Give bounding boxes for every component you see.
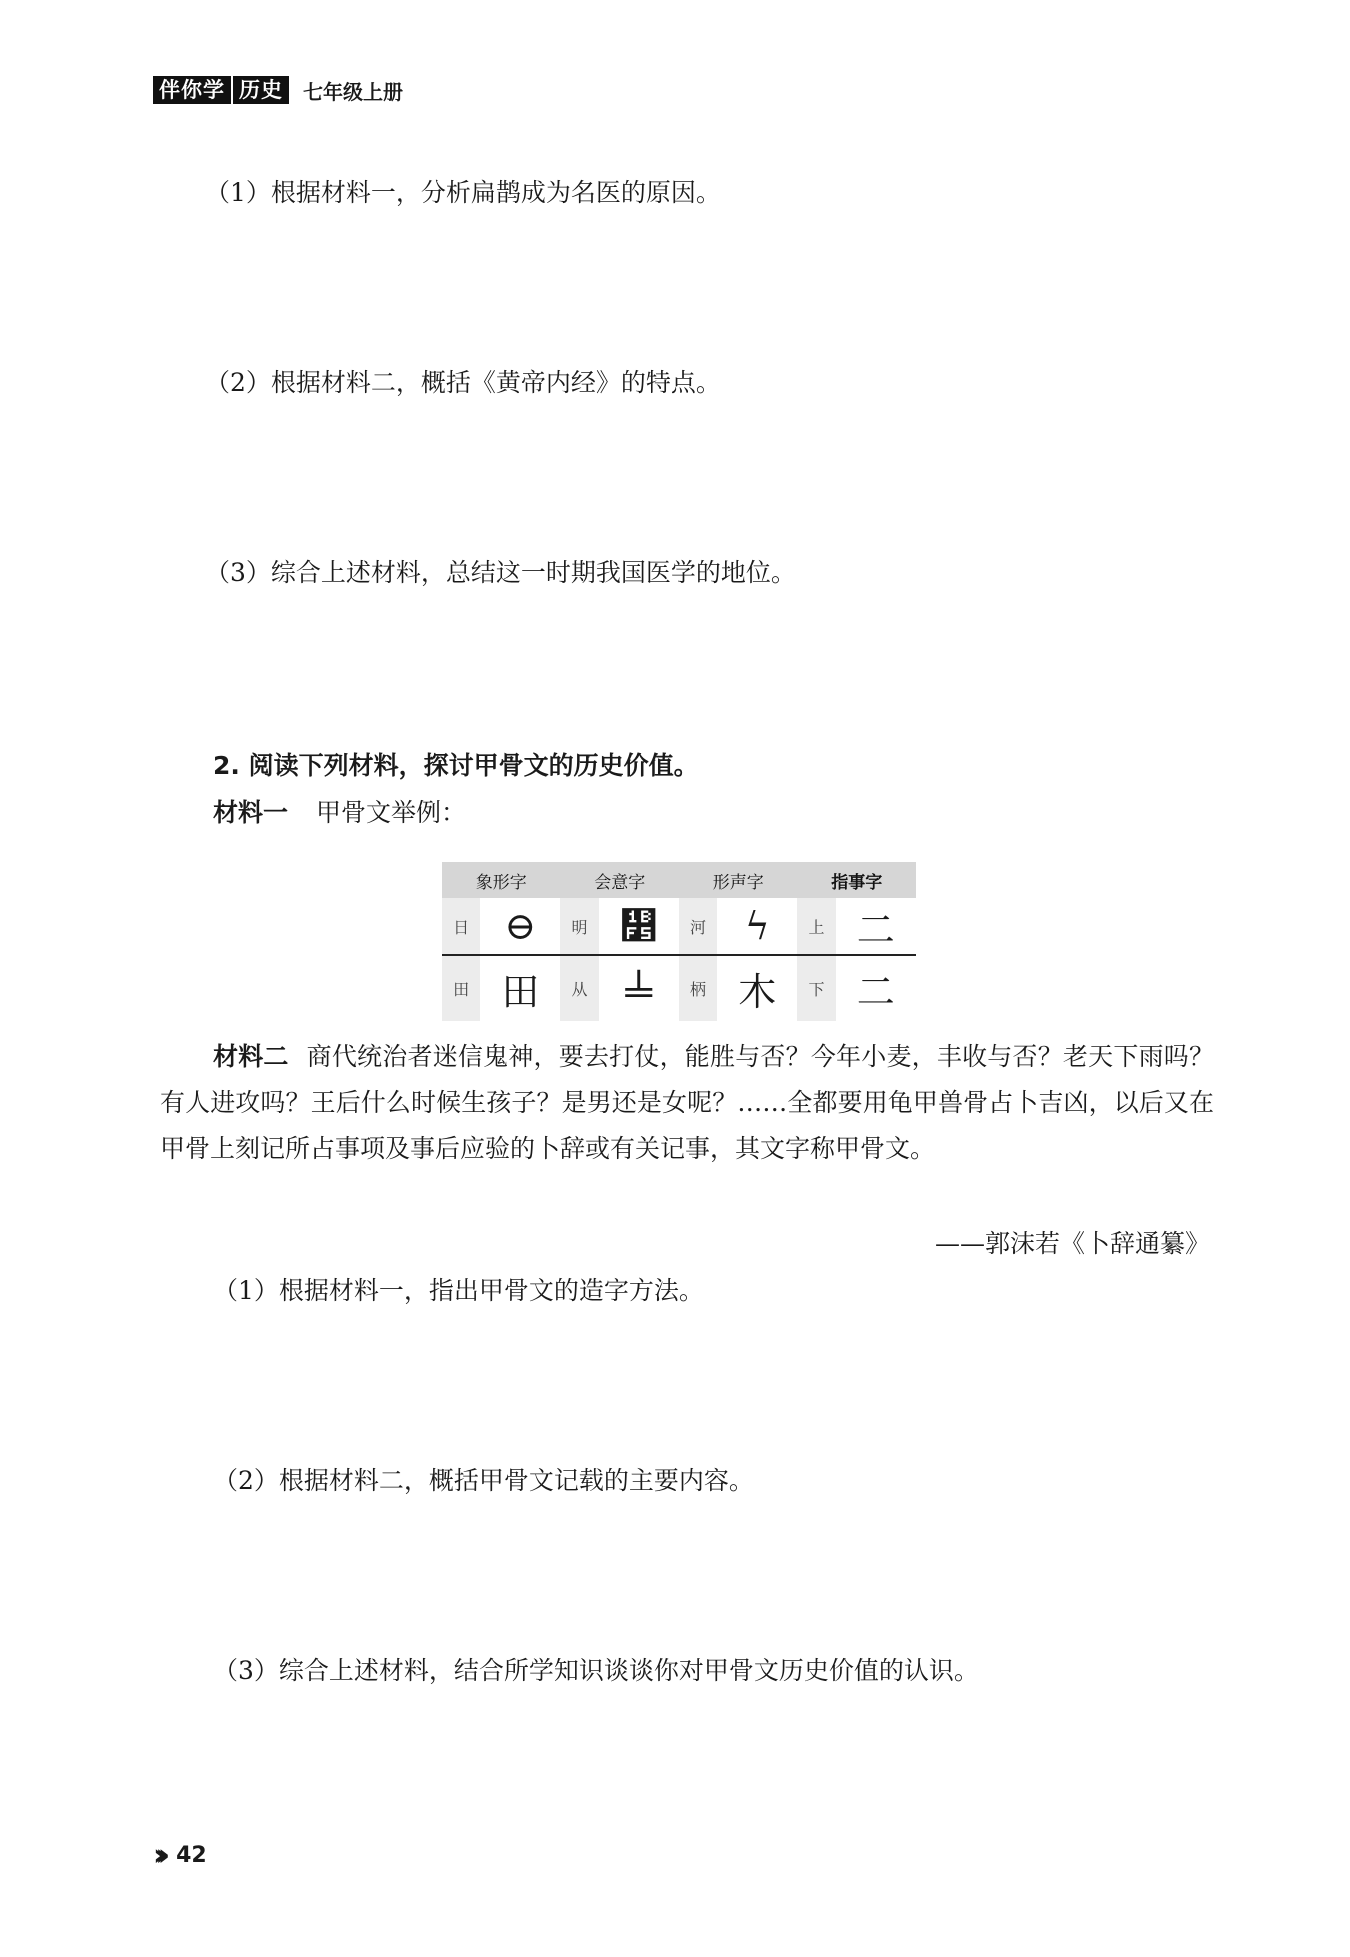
material2 — [160, 1034, 1214, 1172]
material2-source: ——郭沫若《卜辞通纂》 — [934, 1229, 1210, 1258]
material1 — [213, 798, 466, 828]
q1-sub3: （3）综合上述材料，总结这一时期我国医学的地位。 — [205, 558, 796, 587]
material2-text: 商代统治者迷信鬼神，要去打仗，能胜与否？今年小麦，丰收与否？老天下雨吗？有人进攻吗？王后什么时候生孩子？是男还是女呢？……全都要用龟甲兽骨占卜吉凶，以后又在甲骨上刻记所占事项及事后应验的卜辞或有关记事，其文字称甲骨文。 — [160, 1042, 1214, 1163]
grade-label: 七年级上册 — [303, 79, 403, 104]
page-header — [153, 76, 403, 104]
material1-text: 甲骨文举例： — [316, 798, 467, 827]
header-pictograph: 象形字 — [442, 862, 560, 898]
q2-title: 2. 阅读下列材料，探讨甲骨文的历史价值。 — [213, 751, 699, 780]
page-number: 42 — [176, 1843, 207, 1868]
q1-sub2: （2）根据材料二，概括《黄帝内经》的特点。 — [205, 368, 721, 397]
material2-label: 材料二 — [213, 1042, 289, 1071]
header-phonosemantic: 形声字 — [679, 862, 797, 898]
glyph-bright-icon: ᯵ — [599, 898, 679, 955]
chevrons-icon: ››› — [153, 1838, 161, 1873]
oracle-bone-table — [442, 862, 916, 1021]
glyph-follow-icon: 𝍦 — [599, 955, 679, 1021]
q2-sub1: （1）根据材料一，指出甲骨文的造字方法。 — [213, 1276, 704, 1305]
q2-sub3: （3）综合上述材料，结合所学知识谈谈你对甲骨文历史价值的认识。 — [213, 1656, 979, 1685]
q1-sub1: （1）根据材料一，分析扁鹊成为名医的原因。 — [205, 178, 721, 207]
char-cell: 明 — [560, 898, 598, 955]
glyph-down-icon: ⼆ — [836, 955, 916, 1021]
book-tag: 伴你学 — [153, 76, 231, 104]
glyph-up-icon: ⼆ — [836, 898, 916, 955]
subject-tag: 历史 — [233, 76, 289, 104]
header-indicative: 指事字 — [797, 862, 916, 898]
glyph-field-icon: 田 — [480, 955, 560, 1021]
glyph-river-icon: ϟ — [717, 898, 797, 955]
char-cell: 日 — [442, 898, 480, 955]
char-cell: 田 — [442, 955, 480, 1021]
header-ideograph: 会意字 — [560, 862, 678, 898]
q2-sub2: （2）根据材料二，概括甲骨文记载的主要内容。 — [213, 1466, 754, 1495]
char-cell: 从 — [560, 955, 598, 1021]
material1-label: 材料一 — [213, 798, 289, 827]
glyph-sun-icon: ⊖ — [480, 898, 560, 955]
char-cell: 下 — [797, 955, 835, 1021]
char-cell: 柄 — [679, 955, 717, 1021]
table-row — [442, 898, 916, 955]
char-cell: 上 — [797, 898, 835, 955]
char-cell: 河 — [679, 898, 717, 955]
table-row — [442, 955, 916, 1021]
glyph-handle-icon: ⽊ — [717, 955, 797, 1021]
page-footer — [153, 1838, 207, 1873]
